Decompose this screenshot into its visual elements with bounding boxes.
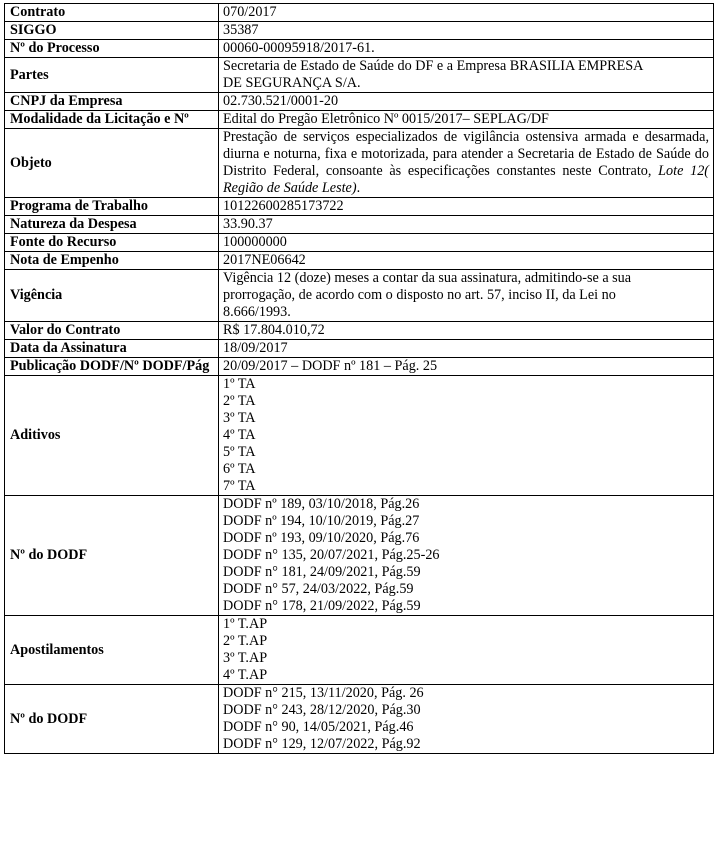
label-dodf-aditivos: Nº do DODF [5, 496, 219, 616]
value-partes-line: Secretaria de Estado de Saúde do DF e a Empresa BRASILIA EMPRESA [223, 58, 644, 74]
dodf-item: DODF n° 243, 28/12/2020, Pág.30 [223, 702, 421, 718]
row-objeto [5, 129, 714, 198]
label-natureza: Natureza da Despesa [5, 216, 219, 234]
row-empenho [5, 252, 714, 270]
value-natureza: 33.90.37 [219, 216, 714, 234]
label-assinatura: Data da Assinatura [5, 340, 219, 358]
row-fonte [5, 234, 714, 252]
label-aditivos: Aditivos [5, 376, 219, 496]
value-vigencia [219, 270, 714, 322]
label-contrato: Contrato [5, 4, 219, 22]
value-contrato: 070/2017 [219, 4, 714, 22]
value-partes-line: DE SEGURANÇA S/A. [223, 75, 361, 91]
dodf-item: DODF n° 90, 14/05/2021, Pág.46 [223, 719, 414, 735]
label-siggo: SIGGO [5, 22, 219, 40]
dodf-item: DODF nº 193, 09/10/2020, Pág.76 [223, 530, 420, 546]
row-publicacao [5, 358, 714, 376]
apostilamento-item: 2º T.AP [223, 633, 268, 649]
apostilamento-item: 4º T.AP [223, 667, 268, 683]
row-partes [5, 58, 714, 93]
value-siggo: 35387 [219, 22, 714, 40]
dodf-item: DODF nº 194, 10/10/2019, Pág.27 [223, 513, 420, 529]
dodf-item: DODF n° 57, 24/03/2022, Pág.59 [223, 581, 414, 597]
value-fonte: 100000000 [219, 234, 714, 252]
aditivo-item: 6º TA [223, 461, 256, 477]
row-programa [5, 198, 714, 216]
label-programa: Programa de Trabalho [5, 198, 219, 216]
aditivo-item: 5º TA [223, 444, 256, 460]
label-empenho: Nota de Empenho [5, 252, 219, 270]
aditivo-item: 7º TA [223, 478, 256, 494]
value-vigencia-line: Vigência 12 (doze) meses a contar da sua assinatura, admitindo-se a sua [223, 270, 632, 286]
label-valor: Valor do Contrato [5, 322, 219, 340]
label-fonte: Fonte do Recurso [5, 234, 219, 252]
label-vigencia: Vigência [5, 270, 219, 322]
dodf-item: DODF n° 178, 21/09/2022, Pág.59 [223, 598, 421, 614]
value-apostilamentos [219, 616, 714, 685]
row-siggo [5, 22, 714, 40]
value-modalidade: Edital do Pregão Eletrônico Nº 0015/2017– SEPLAG/DF [219, 111, 714, 129]
value-vigencia-line: prorrogação, de acordo com o disposto no art. 57, inciso II, da Lei no [223, 287, 616, 303]
value-empenho: 2017NE06642 [219, 252, 714, 270]
row-contrato [5, 4, 714, 22]
row-natureza [5, 216, 714, 234]
value-dodf-aditivos [219, 496, 714, 616]
row-dodf-apost [5, 685, 714, 754]
row-vigencia [5, 270, 714, 322]
aditivo-item: 1º TA [223, 376, 256, 392]
value-cnpj: 02.730.521/0001-20 [219, 93, 714, 111]
dodf-item: DODF nº 189, 03/10/2018, Pág.26 [223, 496, 420, 512]
value-programa: 10122600285173722 [219, 198, 714, 216]
row-assinatura [5, 340, 714, 358]
value-valor: R$ 17.804.010,72 [219, 322, 714, 340]
value-objeto-end: . [356, 180, 361, 196]
label-apostilamentos: Apostilamentos [5, 616, 219, 685]
row-dodf-aditivos [5, 496, 714, 616]
label-cnpj: CNPJ da Empresa [5, 93, 219, 111]
row-apostilamentos [5, 616, 714, 685]
row-modalidade [5, 111, 714, 129]
aditivo-item: 4º TA [223, 427, 256, 443]
value-vigencia-line: 8.666/1993. [223, 304, 291, 320]
label-processo: Nº do Processo [5, 40, 219, 58]
label-dodf-apost: Nº do DODF [5, 685, 219, 754]
value-objeto-lote: Lote 12( Região de Saúde Leste) [223, 163, 710, 196]
label-objeto: Objeto [5, 129, 219, 198]
row-cnpj [5, 93, 714, 111]
dodf-item: DODF n° 181, 24/09/2021, Pág.59 [223, 564, 421, 580]
contract-table [4, 3, 714, 754]
dodf-item: DODF n° 129, 12/07/2022, Pág.92 [223, 736, 421, 752]
aditivo-item: 2º TA [223, 393, 256, 409]
value-partes [219, 58, 714, 93]
dodf-item: DODF n° 215, 13/11/2020, Pág. 26 [223, 685, 424, 701]
dodf-item: DODF n° 135, 20/07/2021, Pág.25-26 [223, 547, 440, 563]
row-aditivos [5, 376, 714, 496]
label-modalidade: Modalidade da Licitação e Nº [5, 111, 219, 129]
row-processo [5, 40, 714, 58]
value-dodf-apost [219, 685, 714, 754]
value-objeto-text: Prestação de serviços especializados de vigilância ostensiva armada e desarmada, diurna e noturna, fixa e motorizada, para atender a Secretaria de Estado de Saúde do Distrito Federal, consoante às especificações constantes neste Contrato, [223, 129, 709, 179]
value-publicacao: 20/09/2017 – DODF nº 181 – Pág. 25 [219, 358, 714, 376]
value-processo: 00060-00095918/2017-61. [219, 40, 714, 58]
value-aditivos [219, 376, 714, 496]
row-valor [5, 322, 714, 340]
label-publicacao: Publicação DODF/Nº DODF/Pág [5, 358, 219, 376]
apostilamento-item: 3º T.AP [223, 650, 268, 666]
value-assinatura: 18/09/2017 [219, 340, 714, 358]
aditivo-item: 3º TA [223, 410, 256, 426]
value-objeto [219, 129, 714, 198]
label-partes: Partes [5, 58, 219, 93]
apostilamento-item: 1º T.AP [223, 616, 268, 632]
